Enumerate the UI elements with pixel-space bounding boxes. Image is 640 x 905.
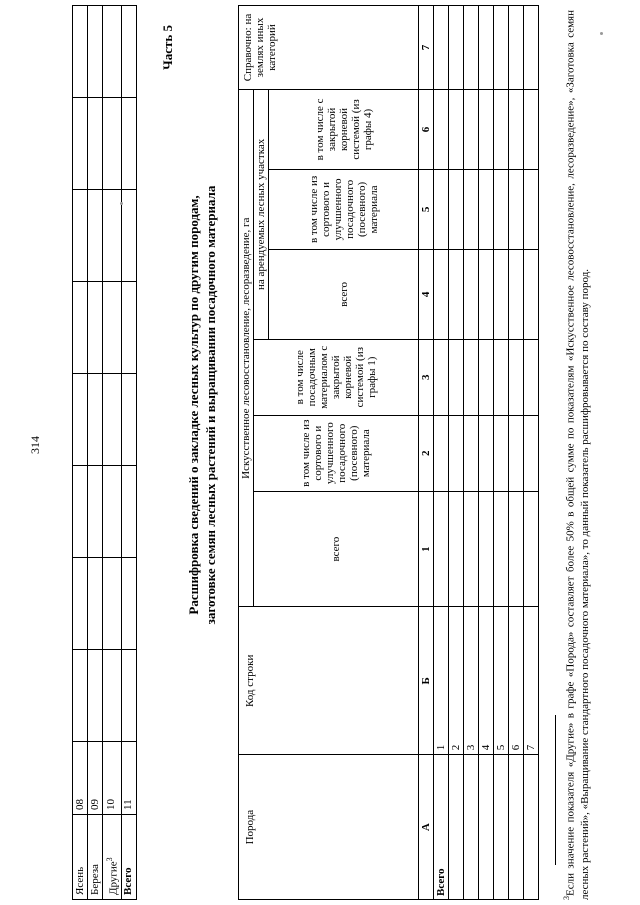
row-code: 7 (524, 607, 539, 755)
cell (464, 339, 479, 415)
row-label (449, 755, 464, 900)
col-header-reference: Справочно: на землях иных категорий (239, 6, 419, 90)
col-header-total: всего (254, 491, 419, 607)
cell (479, 339, 494, 415)
cell (464, 415, 479, 491)
page-number: 314 (28, 436, 42, 454)
cell (103, 558, 122, 650)
row-label (479, 755, 494, 900)
cell (103, 98, 122, 190)
cell (434, 491, 449, 607)
footnote (560, 10, 592, 900)
cell (88, 558, 103, 650)
cell (434, 415, 449, 491)
footnote-marker: 3 (562, 896, 571, 900)
cell (88, 6, 103, 98)
col-number: Б (419, 607, 434, 755)
col-number: 7 (419, 6, 434, 90)
cell (434, 6, 449, 90)
cell (449, 491, 464, 607)
row-label (524, 755, 539, 900)
page-title (185, 45, 219, 765)
col-header-leased-total: всего (269, 249, 419, 339)
col-header-group: Искусственное лесовосстановление, лесоразведение, га (239, 90, 254, 607)
cell (509, 491, 524, 607)
cell (121, 190, 136, 282)
table-row (524, 6, 539, 900)
cell (509, 339, 524, 415)
footnote-ref: 3 (105, 857, 114, 862)
cell (479, 90, 494, 170)
footnote-divider (555, 715, 556, 865)
cell (449, 249, 464, 339)
col-header-leased-closed: в том числе с закрытой корневой системой (из графы 4) (269, 90, 419, 170)
col-header-breed: Порода (239, 755, 419, 900)
footnote-text: Если значение показателя «Другие» в графе «Порода» составляет более 50% в общей сумме по показателям «Искусственное лесовосстановление, лесоразведение», «Заготовка семян лесных растений», «Выращивание стандартного посадочного материала», то данный показатель расшифровывается по составу пород. (564, 10, 591, 900)
cell (479, 491, 494, 607)
cell (524, 249, 539, 339)
cell (524, 169, 539, 249)
cell (494, 249, 509, 339)
row-code: 09 (88, 742, 103, 815)
cell (121, 282, 136, 374)
cell (73, 374, 88, 466)
species-summary-table (72, 5, 137, 900)
cell (479, 249, 494, 339)
cell (494, 339, 509, 415)
cell (494, 6, 509, 90)
header-row-1 (239, 6, 254, 900)
col-number: 3 (419, 339, 434, 415)
col-number: 2 (419, 415, 434, 491)
col-number: 4 (419, 249, 434, 339)
col-header-row-code: Код строки (239, 607, 419, 755)
row-label (494, 755, 509, 900)
table-row (88, 6, 103, 900)
row-code: 08 (73, 742, 88, 815)
cell (449, 415, 464, 491)
cell (434, 249, 449, 339)
col-number: А (419, 755, 434, 900)
cell (73, 282, 88, 374)
cell (494, 415, 509, 491)
col-number: 5 (419, 169, 434, 249)
col-header-varietal: в том числе из сортового и улучшенного посадочного (посевного) материала (254, 415, 419, 491)
cell (494, 491, 509, 607)
col-header-leased-varietal: в том числе из сортового и улучшенного посадочного (посевного) материала (269, 169, 419, 249)
cell (434, 169, 449, 249)
cell (464, 249, 479, 339)
cell (103, 282, 122, 374)
row-label (103, 815, 122, 900)
cell (73, 6, 88, 98)
scan-speck (600, 32, 603, 35)
row-code: 6 (509, 607, 524, 755)
cell (88, 374, 103, 466)
cell (509, 169, 524, 249)
cell (103, 650, 122, 742)
row-code: 11 (121, 742, 136, 815)
table-row (509, 6, 524, 900)
cell (524, 90, 539, 170)
column-number-row (419, 6, 434, 900)
cell (449, 339, 464, 415)
reforestation-table (238, 5, 539, 900)
table-row (121, 6, 136, 900)
col-number: 1 (419, 491, 434, 607)
cell (88, 98, 103, 190)
cell (73, 466, 88, 558)
cell (509, 415, 524, 491)
part-label: Часть 5 (160, 25, 175, 70)
cell (434, 90, 449, 170)
table-row (464, 6, 479, 900)
col-header-leased-group: на арендуемых лесных участках (254, 90, 269, 340)
cell (88, 190, 103, 282)
row-code: 10 (103, 742, 122, 815)
cell (449, 6, 464, 90)
cell (509, 249, 524, 339)
cell (449, 90, 464, 170)
table-row (434, 6, 449, 900)
cell (449, 169, 464, 249)
cell (73, 558, 88, 650)
cell (479, 6, 494, 90)
col-header-closed-root: в том числе посадочным материалом с закрытой корневой системой (из графы 1) (254, 339, 419, 415)
row-label (464, 755, 479, 900)
table-row (449, 6, 464, 900)
cell (509, 90, 524, 170)
cell (103, 466, 122, 558)
cell (524, 6, 539, 90)
cell (103, 190, 122, 282)
cell (88, 650, 103, 742)
row-code: 5 (494, 607, 509, 755)
cell (121, 466, 136, 558)
cell (88, 282, 103, 374)
row-label: Ясень (73, 815, 88, 900)
cell (121, 98, 136, 190)
cell (524, 339, 539, 415)
cell (434, 339, 449, 415)
table-row (479, 6, 494, 900)
cell (494, 169, 509, 249)
cell (121, 650, 136, 742)
table-row (103, 6, 122, 900)
cell (494, 90, 509, 170)
cell (73, 190, 88, 282)
row-label: Всего (434, 755, 449, 900)
row-label (509, 755, 524, 900)
row-code: 2 (449, 607, 464, 755)
cell (479, 415, 494, 491)
cell (121, 6, 136, 98)
col-number: 6 (419, 90, 434, 170)
cell (464, 169, 479, 249)
table-row (73, 6, 88, 900)
cell (121, 374, 136, 466)
title-line-2: заготовке семян лесных растений и выращивании посадочного материала (203, 185, 218, 625)
cell (464, 90, 479, 170)
row-label: Всего (121, 815, 136, 900)
cell (464, 491, 479, 607)
cell (88, 466, 103, 558)
cell (509, 6, 524, 90)
cell (73, 650, 88, 742)
cell (73, 98, 88, 190)
cell (103, 6, 122, 98)
table-row (494, 6, 509, 900)
cell (524, 491, 539, 607)
row-code: 1 (434, 607, 449, 755)
row-label-text: Другие (107, 861, 120, 895)
cell (479, 169, 494, 249)
row-label: Береза (88, 815, 103, 900)
row-code: 4 (479, 607, 494, 755)
cell (121, 558, 136, 650)
scan-speck (120, 202, 123, 205)
cell (524, 415, 539, 491)
row-code: 3 (464, 607, 479, 755)
cell (103, 374, 122, 466)
cell (464, 6, 479, 90)
title-line-1: Расшифровка сведений о закладке лесных культур по другим породам, (186, 195, 201, 615)
